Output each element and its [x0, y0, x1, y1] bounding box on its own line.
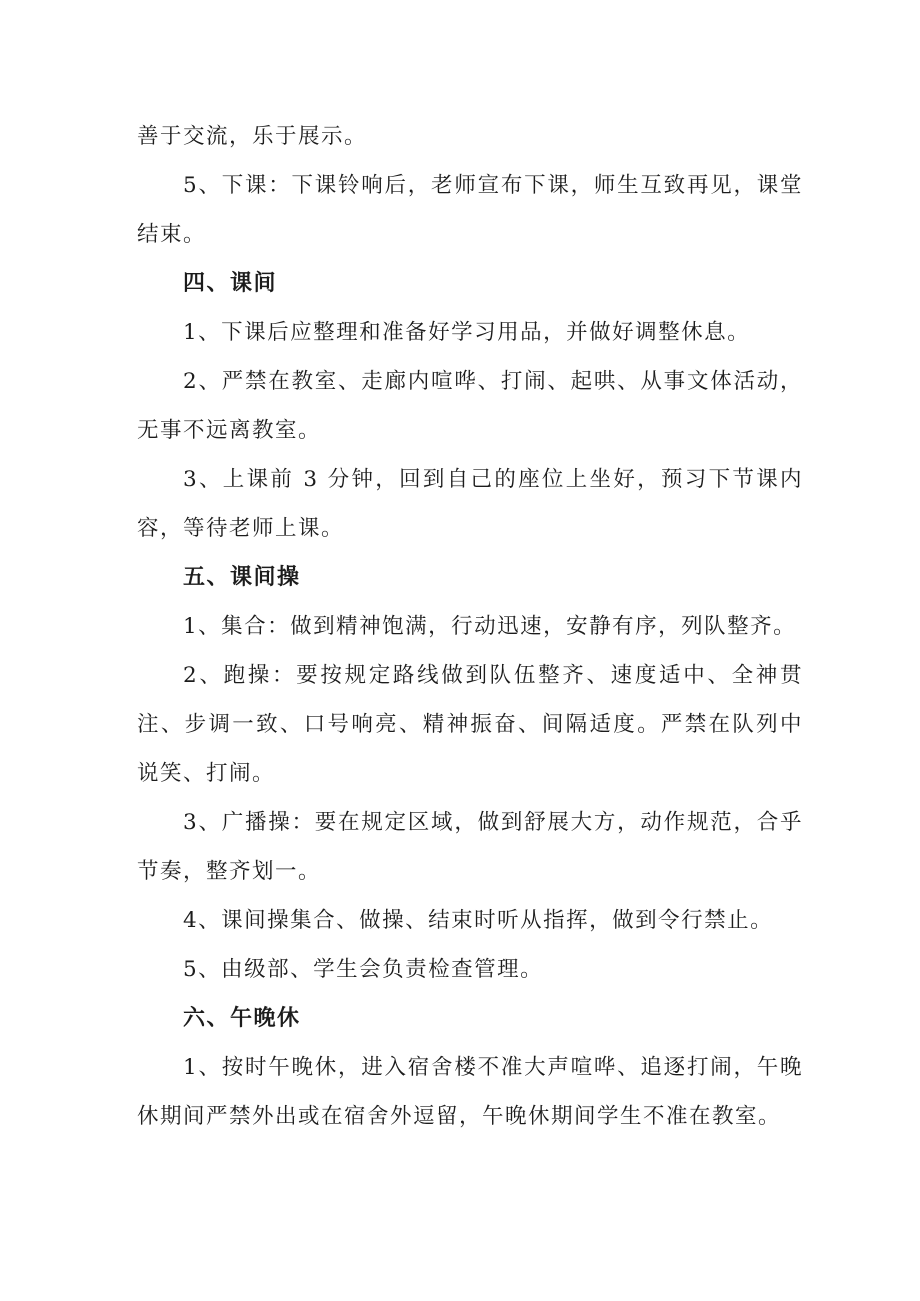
- paragraph-exercise-1: 1、集合：做到精神饱满，行动迅速，安静有序，列队整齐。: [183, 614, 797, 639]
- section-heading-recess: 四、课间: [183, 271, 278, 296]
- paragraph-exercise-5: 5、由级部、学生会负责检查管理。: [183, 957, 544, 982]
- paragraph-continuation: 善于交流，乐于展示。: [137, 124, 368, 149]
- document-body: [137, 112, 803, 1141]
- paragraph-recess-3: 3、上课前 3 分钟，回到自己的座位上坐好，预习下节课内容，等待老师上课。: [137, 467, 803, 541]
- section-heading-rest: 六、午晚休: [183, 1006, 301, 1031]
- paragraph-recess-2: 2、严禁在教室、走廊内喧哗、打闹、起哄、从事文体活动，无事不远离教室。: [137, 369, 803, 443]
- section-heading-exercise: 五、课间操: [183, 565, 301, 590]
- paragraph-exercise-2: 2、跑操：要按规定路线做到队伍整齐、速度适中、全神贯注、步调一致、口号响亮、精神振奋、间隔适度。严禁在队列中说笑、打闹。: [137, 663, 803, 786]
- paragraph-recess-1: 1、下课后应整理和准备好学习用品，并做好调整休息。: [183, 320, 751, 345]
- paragraph-rest-1: 1、按时午晚休，进入宿舍楼不准大声喧哗、追逐打闹，午晚休期间严禁外出或在宿舍外逗留，午晚休期间学生不准在教室。: [137, 1055, 803, 1129]
- paragraph-exercise-3: 3、广播操：要在规定区域，做到舒展大方，动作规范，合乎节奏，整齐划一。: [137, 810, 803, 884]
- paragraph-dismissal: 5、下课：下课铃响后，老师宣布下课，师生互致再见，课堂结束。: [137, 173, 803, 247]
- paragraph-exercise-4: 4、课间操集合、做操、结束时听从指挥，做到令行禁止。: [183, 908, 774, 933]
